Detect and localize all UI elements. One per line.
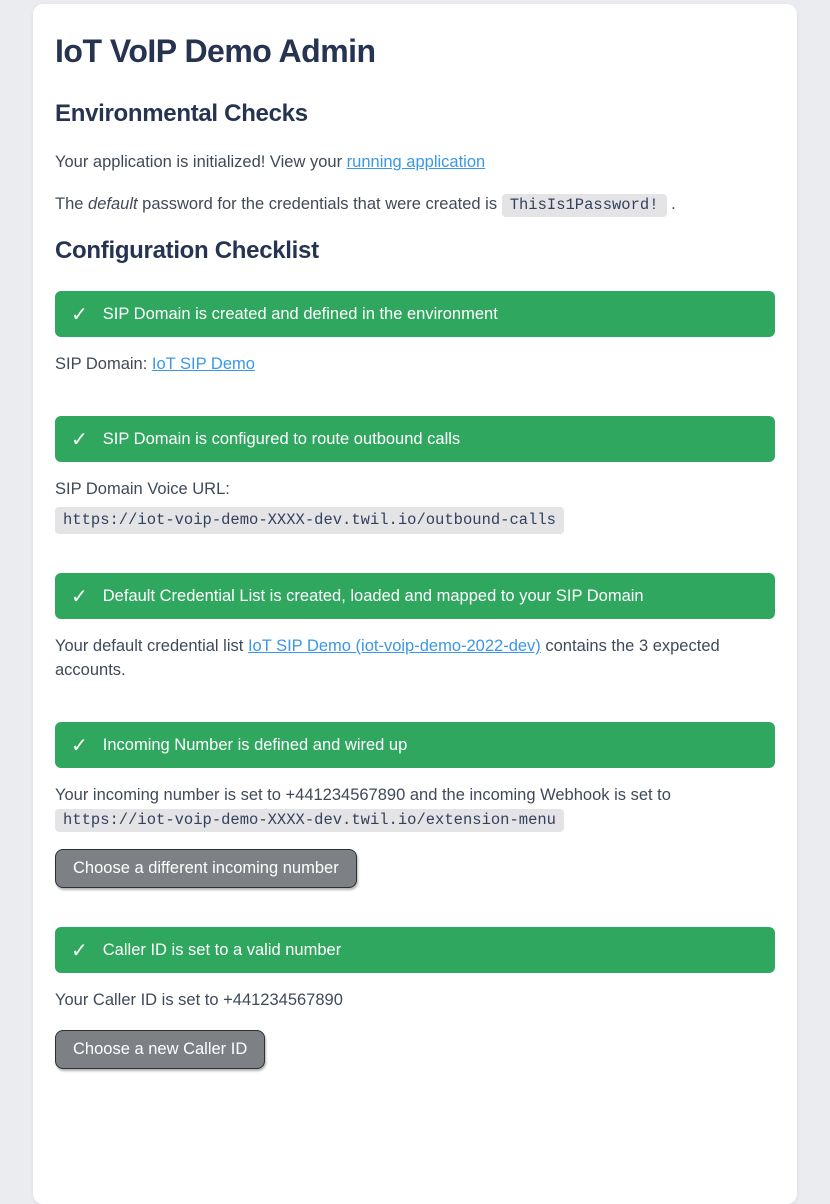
voice-url-label: SIP Domain Voice URL: <box>55 479 230 498</box>
credential-list-suffix: contains the 3 expected accounts. <box>55 637 720 680</box>
admin-card <box>33 4 797 1204</box>
sip-domain-label: SIP Domain: <box>55 354 152 373</box>
caller-id-detail <box>55 989 775 1013</box>
voice-url-paragraph <box>55 478 775 534</box>
status-banner-sip-domain <box>55 291 775 337</box>
credential-list-paragraph <box>55 635 775 683</box>
password-paragraph <box>55 193 775 217</box>
check-item-outbound-calls <box>55 416 775 534</box>
status-text: SIP Domain is configured to route outbound calls <box>102 429 461 448</box>
check-item-incoming-number <box>55 722 775 888</box>
page-title: IoT VoIP Demo Admin <box>55 33 376 69</box>
check-item-caller-id <box>55 927 775 1069</box>
credential-list-prefix: Your default credential list <box>55 637 248 656</box>
check-icon: ✓ <box>71 732 88 757</box>
caller-id-paragraph: Your Caller ID is set to +441234567890 <box>55 990 343 1009</box>
configuration-checklist-heading: Configuration Checklist <box>55 237 319 265</box>
password-code: ThisIs1Password! <box>502 194 667 217</box>
incoming-number-prefix: Your incoming number is set to +441234567890 and the incoming Webhook is set to <box>55 785 671 804</box>
status-banner-incoming-number <box>55 722 775 768</box>
check-item-credential-list <box>55 573 775 683</box>
choose-caller-id-button[interactable]: Choose a new Caller ID <box>55 1030 265 1069</box>
password-emphasis: default <box>88 195 138 214</box>
status-text: Incoming Number is defined and wired up <box>102 735 408 754</box>
check-icon: ✓ <box>71 584 88 609</box>
environmental-checks-heading: Environmental Checks <box>55 100 308 128</box>
password-prefix: The <box>55 195 89 214</box>
sip-domain-link[interactable]: IoT SIP Demo <box>151 354 255 373</box>
sip-domain-detail <box>55 353 775 377</box>
status-banner-credential-list <box>55 573 775 619</box>
voice-url-code: https://iot-voip-demo-XXXX-dev.twil.io/outbound-calls <box>55 507 564 534</box>
check-icon: ✓ <box>71 937 88 962</box>
password-mid: password for the credentials that were created is <box>137 195 502 214</box>
check-icon: ✓ <box>71 301 88 326</box>
credential-list-detail <box>55 635 775 683</box>
init-status-text: Your application is initialized! View your <box>55 153 347 172</box>
check-icon: ✓ <box>71 426 88 451</box>
status-banner-caller-id <box>55 927 775 973</box>
voice-url-detail <box>55 478 775 534</box>
status-text: SIP Domain is created and defined in the environment <box>102 304 498 323</box>
running-application-link[interactable]: running application <box>346 153 486 172</box>
status-banner-outbound-calls <box>55 416 775 462</box>
choose-incoming-number-button[interactable]: Choose a different incoming number <box>55 849 357 888</box>
status-text: Caller ID is set to a valid number <box>102 940 342 959</box>
incoming-number-detail <box>55 784 775 832</box>
credential-list-link[interactable]: IoT SIP Demo (iot-voip-demo-2022-dev) <box>247 637 541 656</box>
password-suffix: . <box>666 195 676 214</box>
check-item-sip-domain <box>55 291 775 377</box>
incoming-number-paragraph <box>55 784 775 832</box>
init-status-paragraph <box>55 151 775 175</box>
webhook-url-code: https://iot-voip-demo-XXXX-dev.twil.io/extension-menu <box>55 809 564 832</box>
status-text: Default Credential List is created, loaded and mapped to your SIP Domain <box>102 587 644 606</box>
sip-domain-paragraph <box>55 353 775 377</box>
